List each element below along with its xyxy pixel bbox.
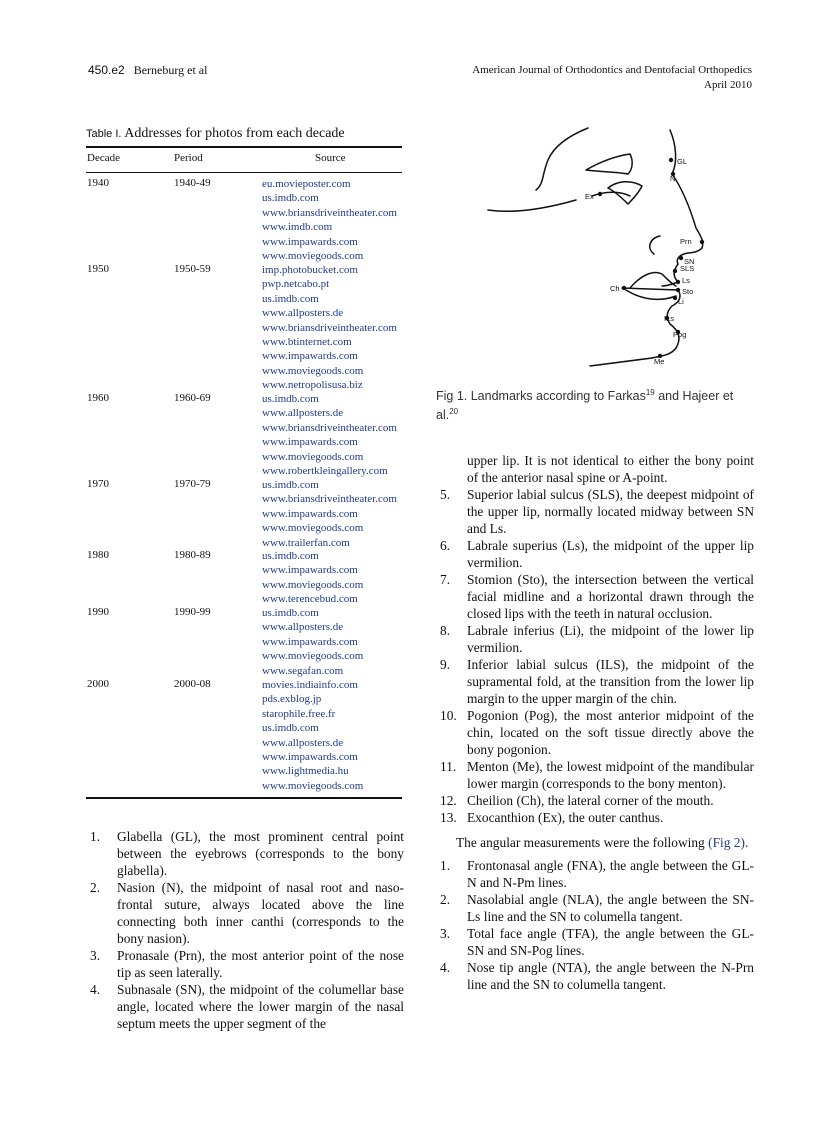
source-link[interactable]: us.imdb.com: [262, 393, 319, 405]
table-header-rule: [86, 172, 402, 173]
source-link[interactable]: www.moviegoods.com: [262, 249, 364, 262]
nostril: [650, 236, 660, 254]
source-cell: [262, 549, 363, 607]
col-header-decade: Decade: [87, 152, 120, 164]
source-link[interactable]: www.netropolisusa.biz: [262, 379, 363, 392]
source-link[interactable]: www.robertkleingallery.com: [262, 464, 388, 477]
source-link[interactable]: www.moviegoods.com: [262, 578, 364, 591]
source-link[interactable]: www.allposters.de: [262, 736, 344, 749]
period-cell: 1950-59: [174, 263, 211, 275]
source-link[interactable]: us.imdb.com: [262, 607, 319, 619]
landmark-dot-li: [673, 296, 677, 300]
ref-20[interactable]: 20: [449, 407, 459, 417]
source-cell: [262, 392, 397, 478]
list-item: 4. Nose tip angle (NTA), the angle between the N-Prn line and the SN to columella tangent.: [440, 960, 754, 992]
table-caption: [86, 126, 345, 142]
source-link[interactable]: www.impawards.com: [262, 235, 358, 248]
period-cell: 1960-69: [174, 392, 211, 404]
source-link[interactable]: movies.indiainfo.com: [262, 679, 358, 691]
period-cell: 2000-08: [174, 678, 211, 690]
jaw-line: [590, 358, 652, 366]
source-link[interactable]: www.impawards.com: [262, 436, 358, 449]
source-link[interactable]: www.allposters.de: [262, 407, 344, 420]
upper-lip-profile: [662, 264, 678, 286]
source-link[interactable]: www.moviegoods.com: [262, 364, 364, 377]
list-item: 10. Pogonion (Pog), the most anterior midpoint of the chin, located on the soft tissue directly above the bony pogonion.: [440, 708, 754, 757]
journal-name: American Journal of Orthodontics and Dentofacial Orthopedics: [472, 64, 752, 76]
landmark-dot-sto: [676, 288, 680, 292]
decade-cell: 1970: [87, 478, 109, 490]
landmark-label-ls: Ls: [682, 276, 690, 285]
right-column-text: [436, 452, 754, 993]
source-cell: [262, 478, 397, 550]
landmark-label-sn: SN: [684, 257, 695, 266]
list-item: 13. Exocanthion (Ex), the outer canthus.: [440, 810, 664, 825]
source-link[interactable]: www.impawards.com: [262, 507, 358, 520]
list-item: 8. Labrale inferius (Li), the midpoint of the lower lip vermilion.: [440, 623, 754, 655]
source-link[interactable]: www.moviegoods.com: [262, 450, 364, 463]
table-top-rule: [86, 146, 402, 148]
list-item: 3. Pronasale (Prn), the most anterior point of the nose tip as seen laterally.: [90, 948, 404, 980]
eyebrow-curve: [536, 128, 588, 190]
source-link[interactable]: www.briansdriveintheater.com: [262, 206, 397, 219]
angular-intro-paragraph: The angular measurements were the following (Fig 2).: [456, 835, 749, 850]
landmark-label-ex: Ex: [585, 192, 594, 201]
source-link[interactable]: www.lightmedia.hu: [262, 765, 349, 778]
source-link[interactable]: www.trailerfan.com: [262, 536, 350, 549]
period-cell: 1980-89: [174, 549, 211, 561]
list-item: 5. Superior labial sulcus (SLS), the deepest midpoint of the upper lip, normally located midway between SN and Ls.: [440, 487, 754, 536]
landmark-dot-gl: [669, 158, 673, 162]
decade-cell: 2000: [87, 678, 109, 690]
source-link[interactable]: www.moviegoods.com: [262, 522, 364, 535]
source-link[interactable]: us.imdb.com: [262, 192, 319, 205]
source-link[interactable]: imp.photobucket.com: [262, 264, 358, 276]
list-item: 9. Inferior labial sulcus (ILS), the midpoint of the supramental fold, at the transition from the lower lip margin to the upper margin of the chin.: [440, 657, 754, 706]
list-item: 2. Nasion (N), the midpoint of nasal root and naso-frontal suture, always located above the line connecting both inner canthi (corresponds to the bony nasion).: [90, 880, 404, 946]
ref-19[interactable]: 19: [645, 388, 655, 397]
list-item: 11. Menton (Me), the lowest midpoint of the mandibular lower margin (corresponds to the bony menton).: [440, 759, 754, 791]
figure-caption: Fig 1. Landmarks according to Farkas$^{19}$ and Hajeer et al.$^{20}$: [436, 388, 734, 423]
page-number: 450.e2: [88, 63, 125, 77]
upper-eyelid: [586, 154, 632, 174]
landmark-dot-ls: [676, 280, 680, 284]
source-cell: [262, 606, 363, 678]
landmark-dot-prn: [700, 240, 704, 244]
landmark-dot-sls: [673, 269, 677, 273]
source-link[interactable]: www.impawards.com: [262, 750, 358, 763]
table-bottom-rule: [86, 797, 402, 799]
landmark-label-prn: Prn: [680, 237, 692, 246]
source-link[interactable]: www.moviegoods.com: [262, 779, 364, 792]
landmark-label-li: Li: [678, 297, 684, 306]
source-link[interactable]: www.moviegoods.com: [262, 650, 364, 663]
source-link[interactable]: www.impawards.com: [262, 350, 358, 363]
source-link[interactable]: www.allposters.de: [262, 307, 344, 320]
left-column-text: [86, 828, 404, 1032]
running-authors: Berneburg et al: [133, 63, 208, 77]
source-link[interactable]: www.briansdriveintheater.com: [262, 493, 397, 506]
list-item: 1. Glabella (GL), the most prominent central point between the eyebrows (corresponds to the bony glabella).: [90, 829, 404, 878]
list-item: 12. Cheilion (Ch), the lateral corner of the mouth.: [440, 793, 714, 808]
running-header-left: [88, 63, 207, 78]
source-link[interactable]: www.imdb.com: [262, 221, 333, 234]
source-link[interactable]: us.imdb.com: [262, 292, 319, 305]
list-item: 2. Nasolabial angle (NLA), the angle between the SN-Ls line and the SN to columella tangent.: [440, 892, 754, 924]
decade-cell: 1940: [87, 177, 109, 189]
source-link[interactable]: www.briansdriveintheater.com: [262, 321, 397, 334]
landmark-label-ils: ILs: [664, 314, 675, 323]
landmark-label-me: Me: [654, 357, 665, 366]
landmark-label-sto: Sto: [682, 287, 694, 296]
lower-lip-outline: [626, 290, 676, 299]
landmark-label-pog: Pog: [673, 330, 687, 339]
table-label: Table I.: [86, 128, 122, 140]
list-item: 7. Stomion (Sto), the intersection between the vertical facial midline and a horizontal drawn through the closed lips with the teeth in natural occlusion.: [440, 572, 754, 621]
list-item: 1. Frontonasal angle (FNA), the angle between the GL-N and N-Pm lines.: [440, 858, 754, 890]
landmark-dot-sn: [679, 256, 683, 260]
fig2-reference[interactable]: (Fig 2).: [708, 835, 749, 850]
forehead-nose-profile: [670, 130, 703, 248]
landmark-label-gl: GL: [677, 157, 688, 166]
landmark-label-n: N: [670, 174, 676, 183]
source-link[interactable]: www.allposters.de: [262, 621, 344, 634]
period-cell: 1970-79: [174, 478, 211, 490]
decade-cell: 1950: [87, 263, 109, 275]
source-cell: [262, 263, 397, 393]
source-link[interactable]: us.imdb.com: [262, 722, 319, 735]
issue-date: April 2010: [704, 79, 752, 91]
source-link[interactable]: www.briansdriveintheater.com: [262, 421, 397, 434]
period-cell: 1940-49: [174, 177, 211, 189]
list-item: 4. Subnasale (SN), the midpoint of the columellar base angle, located where the lower margin of the nasal septum meets the upper segment of the: [90, 982, 404, 1031]
source-link[interactable]: pwp.netcabo.pt: [262, 278, 330, 291]
col-header-source: Source: [315, 152, 346, 164]
landmark-dot-ch: [622, 286, 626, 290]
decade-cell: 1980: [87, 549, 109, 561]
source-link[interactable]: www.segafan.com: [262, 664, 344, 677]
source-cell: [262, 177, 397, 263]
landmark-dot-ex: [598, 192, 602, 196]
source-link[interactable]: www.terencebud.com: [262, 593, 358, 606]
source-link[interactable]: us.imdb.com: [262, 479, 319, 491]
source-link[interactable]: eu.movieposter.com: [262, 178, 351, 190]
col-header-period: Period: [174, 152, 203, 164]
source-link[interactable]: starophile.free.fr: [262, 707, 336, 720]
lower-lid-line: [592, 192, 630, 196]
list-item-continuation: upper lip. It is not identical to either the bony point of the anterior nasal spine or A-point.: [467, 453, 754, 485]
source-link[interactable]: www.impawards.com: [262, 635, 358, 648]
mouth-line: [622, 288, 678, 290]
decade-cell: 1960: [87, 392, 109, 404]
profile-landmark-figure: [482, 124, 712, 374]
list-item: 6. Labrale superius (Ls), the midpoint of the upper lip vermilion.: [440, 538, 754, 570]
cheek-line: [488, 200, 576, 211]
source-cell: [262, 678, 363, 793]
source-link[interactable]: www.impawards.com: [262, 564, 358, 577]
list-item: 3. Total face angle (TFA), the angle between the GL-SN and SN-Pog lines.: [440, 926, 754, 958]
decade-cell: 1990: [87, 606, 109, 618]
source-link[interactable]: us.imdb.com: [262, 550, 319, 562]
period-cell: 1990-99: [174, 606, 211, 618]
landmark-label-ch: Ch: [610, 284, 620, 293]
source-link[interactable]: www.btinternet.com: [262, 335, 352, 348]
landmark-label-sls: SLS: [680, 264, 695, 273]
running-header-right: [472, 63, 752, 93]
source-link[interactable]: pds.exblog.jp: [262, 693, 322, 706]
table-title: Addresses for photos from each decade: [124, 126, 345, 141]
